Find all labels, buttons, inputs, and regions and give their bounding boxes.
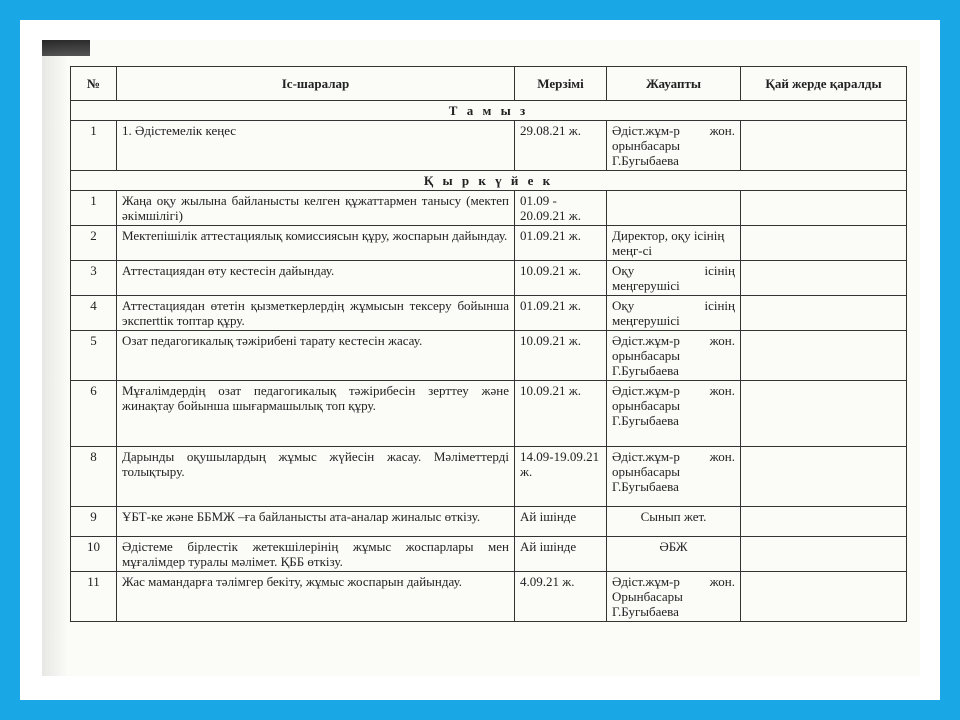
responsible-name: ӘБЖ — [659, 539, 688, 554]
row-responsible — [607, 261, 741, 296]
row-responsible — [607, 331, 741, 381]
row-where-reviewed — [741, 572, 907, 622]
section-title: Қ ы р к ү й е к — [71, 171, 907, 191]
responsible-line-2: меңгерушісі — [612, 278, 680, 293]
responsible-line-2: орынбасары — [612, 398, 681, 413]
responsible-line-1 — [612, 449, 735, 464]
responsible-line-2: орынбасары — [612, 464, 681, 479]
row-date: 10.09.21 ж. — [515, 331, 607, 381]
row-activity: Мектепішілік аттестациялық комиссиясын құру, жоспарын дайындау. — [117, 226, 515, 261]
row-where-reviewed — [741, 331, 907, 381]
responsible-line-1 — [612, 123, 735, 138]
row-number: 8 — [71, 447, 117, 507]
row-number: 9 — [71, 507, 117, 537]
table-row — [71, 537, 907, 572]
row-where-reviewed — [741, 537, 907, 572]
row-where-reviewed — [741, 381, 907, 447]
row-number: 10 — [71, 537, 117, 572]
row-number: 4 — [71, 296, 117, 331]
section-row — [71, 171, 907, 191]
section-title: Т а м ы з — [71, 101, 907, 121]
row-activity: Жас мамандарға тәлімгер бекіту, жұмыс жоспарын дайындау. — [117, 572, 515, 622]
responsible-line-3: Г.Бугыбаева — [612, 413, 679, 428]
responsible-suffix: жон. — [709, 333, 735, 348]
row-where-reviewed — [741, 261, 907, 296]
row-where-reviewed — [741, 226, 907, 261]
row-date: 14.09-19.09.21 ж. — [515, 447, 607, 507]
row-activity: Аттестациядан өтетін қызметкерлердің жұмысын тексеру бойынша экспerttік топтар құру. — [117, 296, 515, 331]
table-row — [71, 191, 907, 226]
row-number: 5 — [71, 331, 117, 381]
row-date: 01.09.21 ж. — [515, 226, 607, 261]
row-activity: Дарынды оқушылардың жұмыс жүйесін жасау. Мәліметтерді толықтыру. — [117, 447, 515, 507]
row-date: 10.09.21 ж. — [515, 381, 607, 447]
responsible-suffix: жон. — [709, 449, 735, 464]
responsible-name: Әдіст.жұм-р — [612, 333, 680, 348]
table-row — [71, 381, 907, 447]
responsible-name: Әдіст.жұм-р — [612, 383, 680, 398]
responsible-suffix: ісінің — [704, 298, 735, 313]
table-row — [71, 296, 907, 331]
document-photo — [42, 40, 920, 676]
section-row — [71, 101, 907, 121]
responsible-name: Сынып жет. — [640, 509, 707, 524]
row-number: 6 — [71, 381, 117, 447]
row-activity: 1. Әдістемелік кеңес — [117, 121, 515, 171]
table-row — [71, 572, 907, 622]
row-date: Ай ішінде — [515, 507, 607, 537]
row-number: 1 — [71, 121, 117, 171]
row-where-reviewed — [741, 121, 907, 171]
responsible-line-3: Г.Бугыбаева — [612, 479, 679, 494]
row-date: 01.09 - 20.09.21 ж. — [515, 191, 607, 226]
responsible-line-3: Г.Бугыбаева — [612, 363, 679, 378]
row-where-reviewed — [741, 507, 907, 537]
responsible-line-2: меңгерушісі — [612, 313, 680, 328]
responsible-line-1 — [612, 263, 735, 278]
row-responsible — [607, 296, 741, 331]
row-responsible — [607, 381, 741, 447]
row-activity: ҰБТ-ке және ББМЖ –ға байланысты ата-аналар жиналыс өткізу. — [117, 507, 515, 537]
responsible-suffix: жон. — [709, 383, 735, 398]
responsible-line-1 — [612, 509, 735, 524]
table-row — [71, 121, 907, 171]
responsible-name: Әдіст.жұм-р — [612, 574, 680, 589]
responsible-suffix: ісінің — [704, 263, 735, 278]
work-plan-table — [70, 66, 907, 622]
row-activity: Жаңа оқу жылына байланысты келген құжаттармен танысу (мектеп әкімшілігі) — [117, 191, 515, 226]
table-row — [71, 447, 907, 507]
table-row — [71, 261, 907, 296]
responsible-name: Оқу — [612, 263, 635, 278]
header-where-reviewed: Қай жерде қаралды — [741, 67, 907, 101]
row-number: 1 — [71, 191, 117, 226]
responsible-line-3: Г.Бугыбаева — [612, 153, 679, 168]
table-row — [71, 507, 907, 537]
row-number: 11 — [71, 572, 117, 622]
responsible-line-2: орынбасары — [612, 348, 681, 363]
responsible-line-2: Орынбасары — [612, 589, 683, 604]
header-number: № — [71, 67, 117, 101]
responsible-line-2: меңг-сі — [612, 243, 652, 258]
row-where-reviewed — [741, 191, 907, 226]
responsible-line-1 — [612, 574, 735, 589]
responsible-name: Әдіст.жұм-р — [612, 123, 680, 138]
table-body — [71, 101, 907, 622]
row-where-reviewed — [741, 296, 907, 331]
row-responsible — [607, 507, 741, 537]
responsible-suffix: жон. — [709, 123, 735, 138]
row-activity: Озат педагогикалық тәжірибені тарату кестесін жасау. — [117, 331, 515, 381]
row-responsible — [607, 537, 741, 572]
header-date: Мерзімі — [515, 67, 607, 101]
responsible-line-1 — [612, 333, 735, 348]
responsible-line-1 — [612, 298, 735, 313]
responsible-line-1 — [612, 228, 735, 243]
table-row — [71, 331, 907, 381]
table-row — [71, 226, 907, 261]
row-activity: Аттестациядан өту кестесін дайындау. — [117, 261, 515, 296]
header-activity: Іс-шаралар — [117, 67, 515, 101]
paper-shadow — [42, 40, 68, 676]
responsible-name: Оқу — [612, 298, 635, 313]
responsible-name: Директор, оқу ісінің — [612, 228, 725, 243]
row-responsible — [607, 572, 741, 622]
row-responsible — [607, 191, 741, 226]
row-date: 29.08.21 ж. — [515, 121, 607, 171]
row-date: 4.09.21 ж. — [515, 572, 607, 622]
row-activity: Мұғалімдердің озат педагогикалық тәжірибесін зерттеу және жинақтау бойынша шығармашылық топ құру. — [117, 381, 515, 447]
header-responsible: Жауапты — [607, 67, 741, 101]
row-number: 3 — [71, 261, 117, 296]
responsible-suffix: жон. — [709, 574, 735, 589]
responsible-line-3: Г.Бугыбаева — [612, 604, 679, 619]
responsible-line-2: орынбасары — [612, 138, 681, 153]
responsible-name: Әдіст.жұм-р — [612, 449, 680, 464]
row-responsible — [607, 121, 741, 171]
row-responsible — [607, 226, 741, 261]
row-date: 01.09.21 ж. — [515, 296, 607, 331]
row-where-reviewed — [741, 447, 907, 507]
row-date: 10.09.21 ж. — [515, 261, 607, 296]
row-responsible — [607, 447, 741, 507]
row-activity: Әдістеме бірлестік жетекшілерінің жұмыс жоспарлары мен мұғалімдер туралы мәлімет. ҚББ өткізу. — [117, 537, 515, 572]
row-number: 2 — [71, 226, 117, 261]
responsible-line-1 — [612, 383, 735, 398]
table-header-row — [71, 67, 907, 101]
row-date: Ай ішінде — [515, 537, 607, 572]
responsible-line-1 — [612, 539, 735, 554]
